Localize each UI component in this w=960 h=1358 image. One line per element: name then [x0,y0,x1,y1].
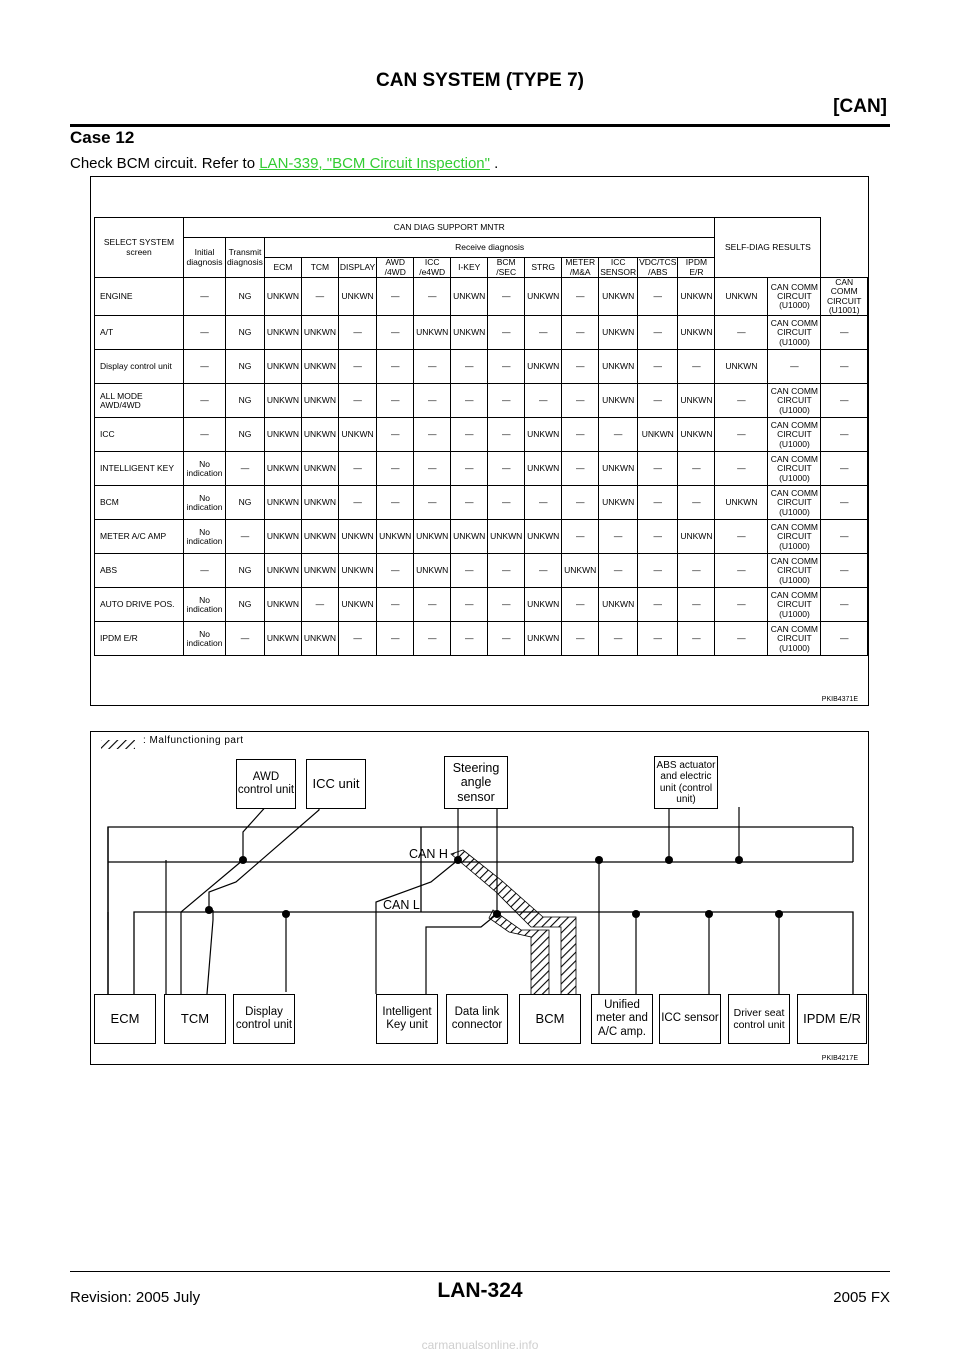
receive-cell: — [414,418,451,452]
receive-cell: — [377,316,414,350]
receive-cell: — [715,452,768,486]
initial-diagnosis-cell: No indication [184,452,226,486]
receive-cell: UNKWN [599,452,638,486]
receive-cell: — [562,350,599,384]
receive-cell: — [638,622,678,656]
self-diag-cell: CAN COMM CIRCUIT (U1000) [768,278,821,316]
receive-cell: — [525,486,562,520]
receive-cell: UNKWN [525,350,562,384]
receive-cell: UNKWN [301,622,338,656]
receive-cell: — [451,622,488,656]
receive-cell: UNKWN [264,520,301,554]
initial-diagnosis-header: Initial diagnosis [184,238,226,278]
system-name-cell: ICC [95,418,184,452]
system-name-cell: METER A/C AMP [95,520,184,554]
table-row [95,452,868,486]
receive-cell: UNKWN [338,278,376,316]
receive-cell: — [414,350,451,384]
initial-diagnosis-cell: No indication [184,588,226,622]
receive-cell: — [638,554,678,588]
receive-cell: UNKWN [414,554,451,588]
receive-cell: — [451,588,488,622]
initial-diagnosis-cell: — [184,278,226,316]
receive-cell: — [301,278,338,316]
table-row [95,554,868,588]
unit-connectors [166,782,779,994]
receive-cell: — [678,588,715,622]
receive-cell: — [338,350,376,384]
receive-cell: UNKWN [338,418,376,452]
legend-text: : Malfunctioning part [143,735,244,746]
receive-cell: UNKWN [525,418,562,452]
initial-diagnosis-cell: — [184,554,226,588]
can-diag-table [94,217,868,656]
transmit-diagnosis-cell: NG [226,384,265,418]
receive-cell: UNKWN [338,588,376,622]
self-diag-cell: — [821,486,868,520]
initial-diagnosis-cell: — [184,418,226,452]
col-icc: ICC /e4WD [414,258,451,278]
receive-cell: — [678,350,715,384]
receive-cell: UNKWN [715,350,768,384]
support-monitor-header: CAN DIAG SUPPORT MNTR [184,218,715,238]
abs-actuator-unit: ABS actuator and electric unit (control unit) [654,756,718,809]
receive-cell: — [414,622,451,656]
receive-cell: — [562,384,599,418]
receive-cell: — [451,350,488,384]
receive-cell: — [451,452,488,486]
receive-cell: — [414,384,451,418]
receive-cell: UNKWN [715,278,768,316]
ecm-box: ECM [94,994,156,1044]
receive-cell: — [377,350,414,384]
receive-cell: UNKWN [414,520,451,554]
table-row [95,384,868,418]
receive-cell: UNKWN [264,384,301,418]
table-row [95,588,868,622]
receive-cell: UNKWN [525,452,562,486]
receive-cell: — [377,384,414,418]
system-name-cell: INTELLIGENT KEY [95,452,184,486]
self-diag-cell: CAN COMM CIRCUIT (U1000) [768,520,821,554]
receive-cell: UNKWN [599,384,638,418]
transmit-diagnosis-cell: NG [226,418,265,452]
system-name-cell: ALL MODE AWD/4WD [95,384,184,418]
self-diag-cell: CAN COMM CIRCUIT (U1000) [768,316,821,350]
initial-diagnosis-cell: — [184,384,226,418]
receive-cell: — [451,486,488,520]
col-awd: AWD /4WD [377,258,414,278]
receive-cell: — [715,520,768,554]
receive-cell: — [488,486,525,520]
self-diag-cell: — [821,452,868,486]
receive-cell: — [451,384,488,418]
icc-unit: ICC unit [306,759,366,809]
receive-cell: — [451,554,488,588]
reference-link[interactable]: LAN-339, "BCM Circuit Inspection" [259,155,490,172]
receive-cell: UNKWN [562,554,599,588]
receive-cell: — [715,418,768,452]
transmit-diagnosis-header: Transmit diagnosis [226,238,265,278]
receive-cell: — [377,418,414,452]
receive-cell: — [377,622,414,656]
figure-code: PKIB4217E [821,1055,858,1062]
figure-code: PKIB4371E [821,696,858,703]
receive-cell: UNKWN [451,278,488,316]
col-display: DISPLAY [338,258,376,278]
self-diag-cell: — [821,554,868,588]
receive-cell: — [451,418,488,452]
can-l-label: CAN L [383,898,420,912]
transmit-diagnosis-cell: NG [226,486,265,520]
receive-cell: — [488,452,525,486]
awd-control-unit: AWD control unit [236,759,296,809]
can-bus-lines [108,827,853,994]
receive-cell: UNKWN [264,418,301,452]
select-system-header: SELECT SYSTEM screen [95,218,184,278]
watermark: carmanualsonline.info [421,1338,539,1352]
receive-cell: — [678,622,715,656]
receive-cell: — [678,554,715,588]
receive-cell: UNKWN [301,418,338,452]
receive-cell: — [562,520,599,554]
transmit-diagnosis-cell: NG [226,350,265,384]
receive-cell: UNKWN [678,520,715,554]
receive-cell: — [338,622,376,656]
self-diag-cell: — [821,418,868,452]
receive-cell: UNKWN [264,316,301,350]
receive-cell: — [488,418,525,452]
receive-cell: — [377,278,414,316]
footer-rule [70,1271,890,1272]
self-diag-cell: CAN COMM CIRCUIT (U1000) [768,384,821,418]
revision-date: Revision: 2005 July [70,1289,201,1306]
page-number: LAN-324 [437,1279,523,1302]
self-diag-cell: — [821,520,868,554]
receive-cell: — [377,554,414,588]
receive-cell: — [525,384,562,418]
receive-cell: — [338,486,376,520]
receive-cell: UNKWN [264,350,301,384]
col-vdc: VDC/TCS /ABS [639,257,677,277]
receive-cell: — [562,622,599,656]
receive-cell: UNKWN [715,486,768,520]
self-diag-cell: — [821,316,868,350]
receive-cell: — [414,486,451,520]
receive-cell: — [638,278,678,316]
receive-cell: UNKWN [338,554,376,588]
receive-cell: UNKWN [264,588,301,622]
system-name-cell: IPDM E/R [95,622,184,656]
receive-cell: — [599,520,638,554]
system-name-cell: A/T [95,316,184,350]
unified-meter-box: Unified meter and A/C amp. [591,994,653,1044]
receive-cell: UNKWN [451,520,488,554]
display-control-unit-box: Display control unit [233,994,295,1044]
receive-diagnosis-header: Receive diagnosis [264,238,715,258]
receive-cell: — [715,384,768,418]
system-name-cell: ENGINE [95,278,184,316]
data-link-connector-box: Data link connector [446,994,508,1044]
receive-cell: — [715,316,768,350]
self-diag-cell: — [768,350,821,384]
self-diag-cell: CAN COMM CIRCUIT (U1000) [768,554,821,588]
col-tcm: TCM [301,258,338,278]
self-diag-cell: — [821,350,868,384]
transmit-diagnosis-cell: NG [226,554,265,588]
receive-cell: — [638,520,678,554]
receive-cell: — [488,278,525,316]
initial-diagnosis-cell: No indication [184,622,226,656]
receive-cell: UNKWN [599,316,638,350]
col-meter: METER /M&A [562,258,599,278]
receive-cell: — [338,316,376,350]
receive-cell: — [414,452,451,486]
col-ipdm: IPDM E/R [678,258,715,278]
col-bcm: BCM /SEC [488,258,525,278]
receive-cell: UNKWN [264,278,301,316]
receive-cell: UNKWN [301,486,338,520]
ipdm-er-box: IPDM E/R [797,994,867,1044]
receive-cell: — [599,554,638,588]
self-diag-cell: CAN COMM CIRCUIT (U1000) [768,622,821,656]
receive-cell: — [678,452,715,486]
receive-cell: — [488,588,525,622]
receive-cell: UNKWN [301,554,338,588]
table-row [95,520,868,554]
table-body [95,278,868,656]
receive-cell: UNKWN [451,316,488,350]
table-row [95,350,868,384]
col-icc-sensor: ICC SENSOR [600,257,637,277]
receive-cell: — [562,418,599,452]
page-title: CAN SYSTEM (TYPE 7) [376,70,584,91]
receive-cell: — [562,278,599,316]
receive-cell: — [488,350,525,384]
col-ikey: I-KEY [451,258,488,278]
system-name-cell: AUTO DRIVE POS. [95,588,184,622]
case-heading: Case 12 [70,128,135,147]
receive-cell: UNKWN [678,384,715,418]
receive-cell: — [599,622,638,656]
tcm-box: TCM [164,994,226,1044]
transmit-diagnosis-cell: — [226,452,265,486]
receive-cell: UNKWN [678,316,715,350]
self-diag-cell: — [821,384,868,418]
system-name-cell: ABS [95,554,184,588]
receive-cell: — [338,452,376,486]
receive-cell: — [638,350,678,384]
receive-cell: UNKWN [301,520,338,554]
receive-cell: — [715,622,768,656]
receive-cell: UNKWN [525,278,562,316]
section-tag: [CAN] [833,96,887,117]
table-row [95,278,868,316]
initial-diagnosis-cell: — [184,350,226,384]
instruction-end: . [489,155,499,172]
receive-cell: UNKWN [301,316,338,350]
receive-cell: UNKWN [599,278,638,316]
receive-cell: — [488,622,525,656]
receive-cell: — [562,316,599,350]
receive-cell: — [638,486,678,520]
receive-cell: — [525,554,562,588]
receive-cell: — [638,588,678,622]
receive-cell: — [562,452,599,486]
receive-cell: UNKWN [599,588,638,622]
receive-cell: — [678,486,715,520]
receive-cell: — [488,554,525,588]
initial-diagnosis-cell: — [184,316,226,350]
case-instruction [70,155,498,172]
receive-cell: — [562,486,599,520]
legend-hatch-swatch [101,740,135,749]
can-diagnosis-figure [90,176,869,706]
self-diag-cell: CAN COMM CIRCUIT (U1000) [768,418,821,452]
receive-cell: UNKWN [414,316,451,350]
table-row [95,418,868,452]
receive-cell: — [414,278,451,316]
receive-cell: UNKWN [264,452,301,486]
receive-cell: — [414,588,451,622]
table-row [95,316,868,350]
malfunction-hatch [451,850,576,997]
driver-seat-control-unit-box: Driver seat control unit [728,994,790,1044]
col-strg: STRG [525,258,562,278]
instruction-text: Check BCM circuit. Refer to [70,155,260,172]
icc-sensor-box: ICC sensor [659,994,721,1044]
system-name-cell: Display control unit [95,350,184,384]
steering-angle-sensor: Steering angle sensor [444,756,508,809]
transmit-diagnosis-cell: NG [226,278,265,316]
self-diag-cell: CAN COMM CIRCUIT (U1001) [821,278,868,316]
initial-diagnosis-cell: No indication [184,486,226,520]
receive-cell: UNKWN [638,418,678,452]
self-diag-cell: CAN COMM CIRCUIT (U1000) [768,588,821,622]
receive-cell: UNKWN [301,350,338,384]
receive-cell: — [638,384,678,418]
receive-cell: — [301,588,338,622]
receive-cell: — [715,588,768,622]
transmit-diagnosis-cell: NG [226,588,265,622]
receive-cell: — [638,316,678,350]
receive-cell: UNKWN [264,554,301,588]
receive-cell: UNKWN [525,622,562,656]
receive-cell: UNKWN [264,486,301,520]
receive-cell: — [377,588,414,622]
receive-cell: — [488,384,525,418]
self-diag-cell: — [821,622,868,656]
receive-cell: — [377,486,414,520]
self-diag-header: SELF-DIAG RESULTS [715,218,821,278]
table-row [95,622,868,656]
model-year: 2005 FX [833,1289,890,1306]
receive-cell: UNKWN [678,278,715,316]
can-h-label: CAN H [409,847,448,861]
receive-cell: UNKWN [599,350,638,384]
receive-cell: — [488,316,525,350]
receive-cell: — [599,418,638,452]
receive-cell: UNKWN [338,520,376,554]
receive-cell: UNKWN [301,384,338,418]
receive-cell: UNKWN [599,486,638,520]
receive-cell: UNKWN [525,520,562,554]
receive-cell: UNKWN [377,520,414,554]
receive-cell: UNKWN [488,520,525,554]
self-diag-cell: — [821,588,868,622]
self-diag-cell: CAN COMM CIRCUIT (U1000) [768,486,821,520]
self-diag-cell: CAN COMM CIRCUIT (U1000) [768,452,821,486]
receive-cell: — [338,384,376,418]
receive-cell: — [377,452,414,486]
transmit-diagnosis-cell: NG [226,316,265,350]
receive-cell: — [525,316,562,350]
receive-cell: — [562,588,599,622]
table-row [95,486,868,520]
initial-diagnosis-cell: No indication [184,520,226,554]
can-wiring-figure [90,731,869,1065]
receive-cell: UNKWN [264,622,301,656]
receive-cell: — [638,452,678,486]
receive-cell: UNKWN [525,588,562,622]
receive-cell: UNKWN [678,418,715,452]
bcm-box: BCM [519,994,581,1044]
receive-cell: — [715,554,768,588]
col-ecm: ECM [264,258,301,278]
transmit-diagnosis-cell: — [226,520,265,554]
header-rule [70,124,890,127]
system-name-cell: BCM [95,486,184,520]
intelligent-key-unit-box: Intelligent Key unit [376,994,438,1044]
transmit-diagnosis-cell: — [226,622,265,656]
receive-cell: UNKWN [301,452,338,486]
